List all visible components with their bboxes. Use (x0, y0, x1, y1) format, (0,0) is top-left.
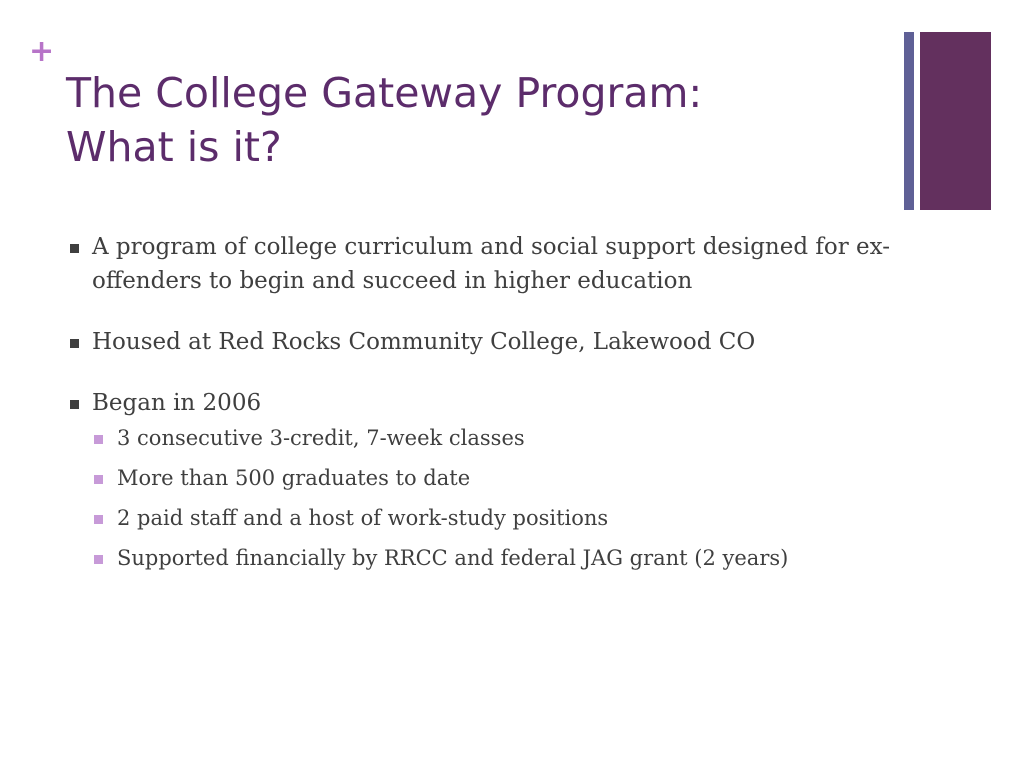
sub-bullet-item (92, 545, 890, 571)
square-sub-bullet-icon (94, 555, 103, 564)
sub-bullet-item (92, 505, 890, 531)
sub-bullet-text: 2 paid staff and a host of work-study positions (117, 506, 609, 530)
square-bullet-icon (70, 400, 79, 409)
plus-icon: + (29, 34, 55, 69)
sub-bullet-text: Supported financially by RRCC and federal JAG grant (2 years) (117, 546, 789, 570)
square-sub-bullet-icon (94, 515, 103, 524)
sub-bullet-item (92, 425, 890, 451)
square-sub-bullet-icon (94, 435, 103, 444)
bullet-text: Housed at Red Rocks Community College, Lakewood CO (92, 329, 756, 355)
bullet-list (70, 230, 890, 571)
accent-bar-thick (920, 32, 991, 210)
square-bullet-icon (70, 244, 79, 253)
sub-bullet-list (92, 425, 890, 571)
bullet-text: A program of college curriculum and social support designed for ex-offenders to begin and succeed in higher education (92, 234, 891, 294)
bullet-item (70, 230, 890, 298)
sub-bullet-item (92, 465, 890, 491)
sub-bullet-text: More than 500 graduates to date (117, 466, 471, 490)
bullet-item (70, 386, 890, 571)
slide-title (66, 66, 866, 174)
square-bullet-icon (70, 339, 79, 348)
slide-title-line-2: What is it? (66, 123, 282, 171)
slide-body (70, 230, 890, 598)
square-sub-bullet-icon (94, 475, 103, 484)
sub-bullet-text: 3 consecutive 3-credit, 7-week classes (117, 426, 525, 450)
bullet-text: Began in 2006 (92, 390, 262, 416)
accent-bar-thin (904, 32, 914, 210)
slide-title-line-1: The College Gateway Program: (66, 69, 703, 117)
bullet-item (70, 325, 890, 359)
